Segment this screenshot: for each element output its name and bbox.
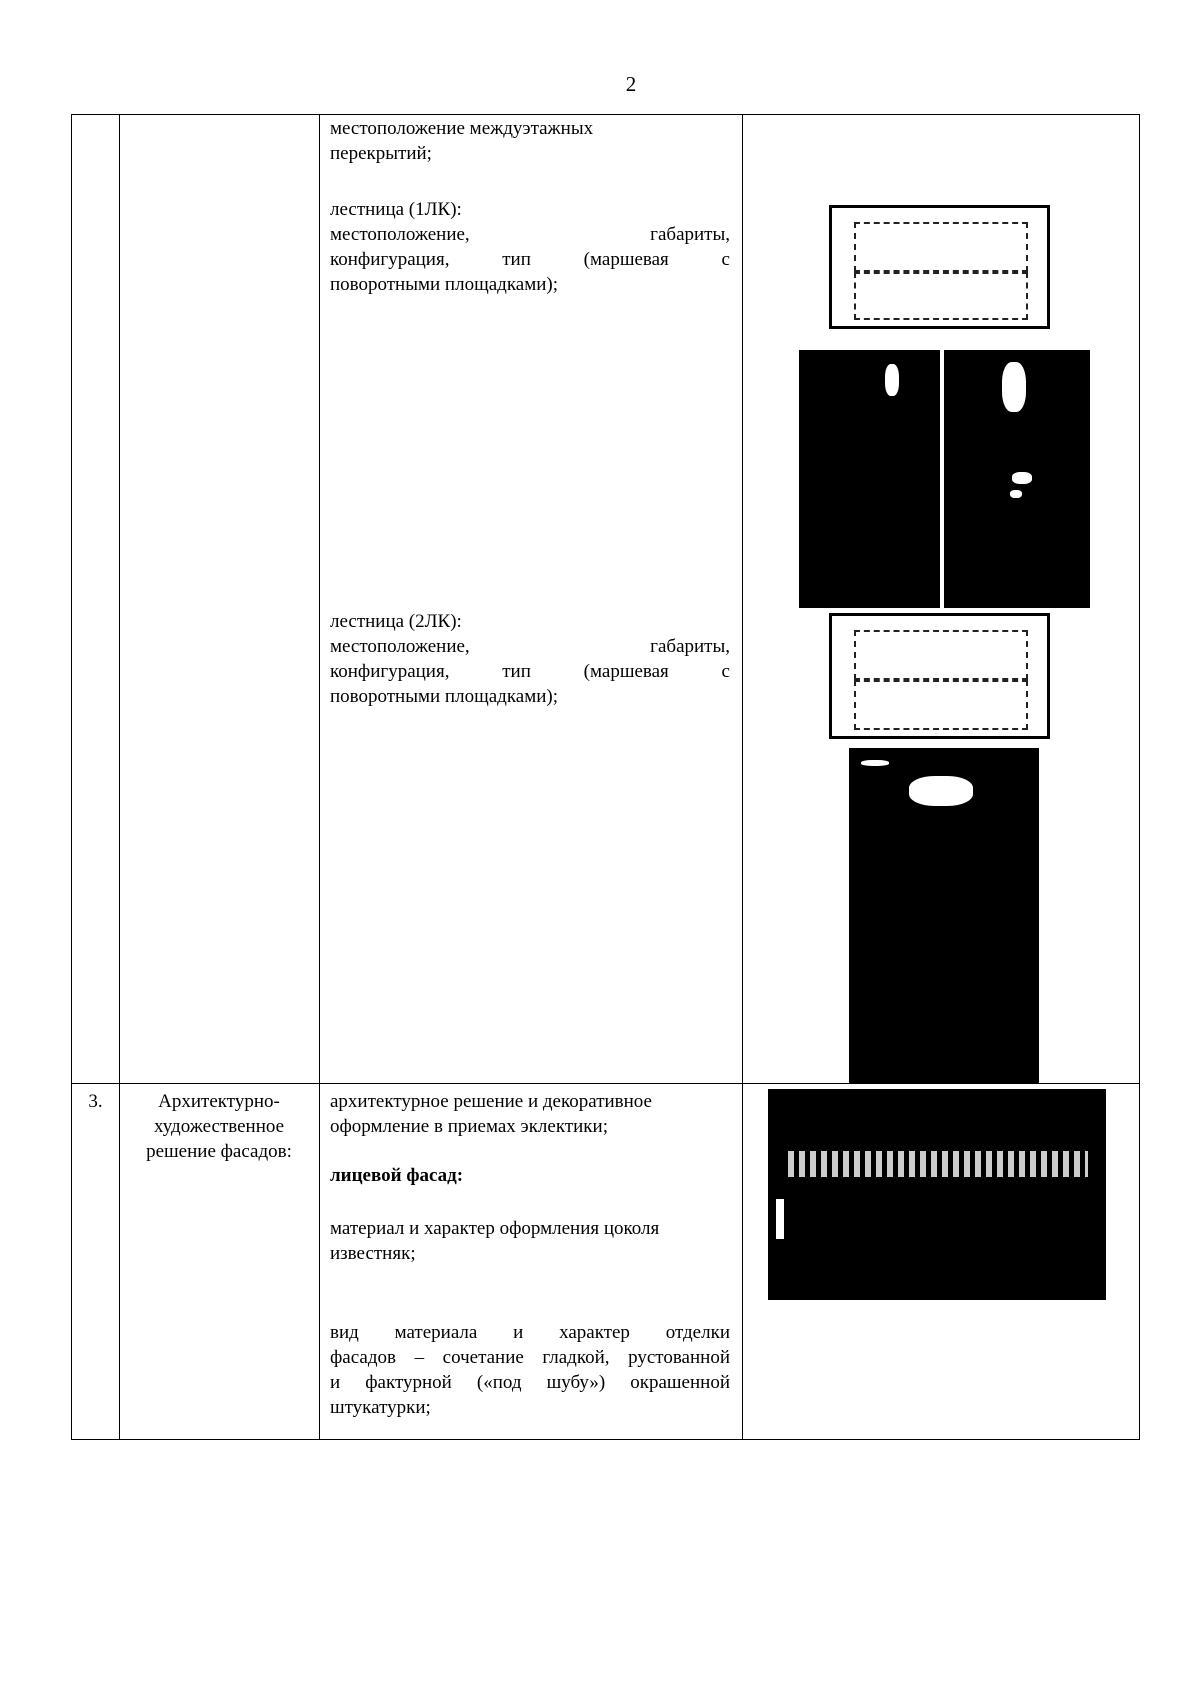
floor-plan-image xyxy=(829,205,1050,329)
floor-slabs-text: местоположение междуэтажных перекрытий; xyxy=(330,118,594,164)
facade-finish-text: вид материала и характер отделки фасадов – сочетание гладкой, рустованной и фактурной («под шубу») окрашенной штукатурки; xyxy=(330,1322,730,1418)
row-3-name: Архитектурно- художественное решение фасадов: xyxy=(146,1091,292,1162)
stair-1-photo-2 xyxy=(944,350,1090,608)
stair-2-description: лестница (2ЛК): местоположение, габариты, конфигурация, тип (маршевая с поворотными площадками); xyxy=(330,611,730,707)
column-divider xyxy=(742,115,743,1439)
row-3-number: 3. xyxy=(88,1091,103,1112)
facade-photo xyxy=(768,1089,1106,1300)
plinth-text: материал и характер оформления цоколя известняк; xyxy=(330,1218,660,1264)
stair-1-description: лестница (1ЛК): местоположение, габариты, конфигурация, тип (маршевая с поворотными площадками); xyxy=(330,199,730,295)
stair-1-photo xyxy=(799,350,940,608)
floor-plan-image-2 xyxy=(829,613,1050,739)
row-divider xyxy=(72,1083,1139,1084)
facade-decor-text: архитектурное решение и декоративное оформление в приемах эклектики; xyxy=(330,1091,652,1137)
column-divider xyxy=(319,115,320,1439)
column-divider xyxy=(119,115,120,1439)
protected-object-table xyxy=(71,114,1140,1440)
main-facade-heading: лицевой фасад: xyxy=(330,1165,464,1186)
stair-2-photo xyxy=(849,748,1039,1083)
page-number: 2 xyxy=(625,72,637,96)
